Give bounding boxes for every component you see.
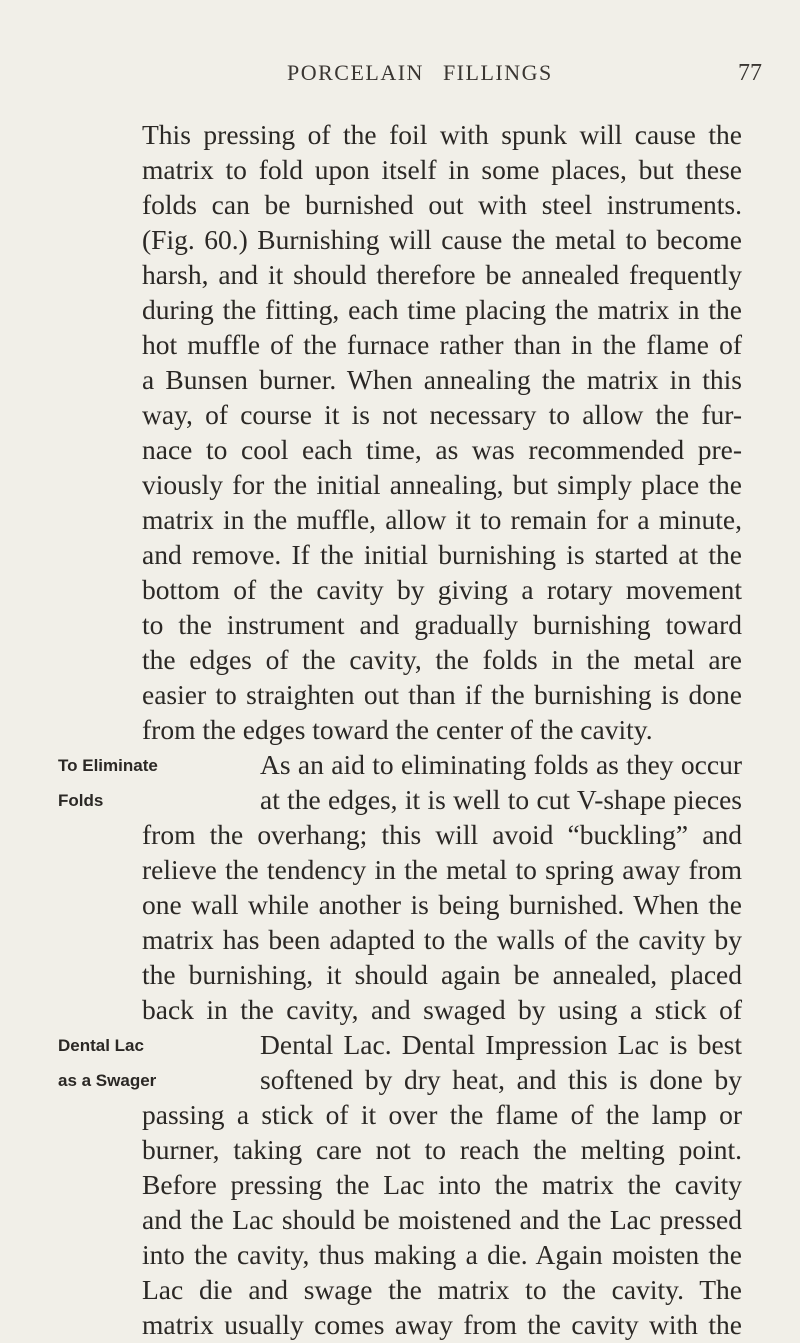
text-line: matrix in the muffle, allow it to remain for a minute, — [142, 504, 742, 535]
text-line: at the edges, it is well to cut V-shape pieces — [260, 784, 742, 815]
text-line: easier to straighten out than if the burnishing is done — [142, 679, 742, 710]
text-line: from the overhang; this will avoid “buckling” and — [142, 819, 742, 850]
text-line: and the Lac should be moistened and the Lac pressed — [142, 1204, 742, 1235]
text-line: softened by dry heat, and this is done by — [260, 1064, 742, 1095]
page-number: 77 — [738, 60, 762, 86]
text-line: (Fig. 60.) Burnishing will cause the metal to become — [142, 224, 742, 255]
text-line: way, of course it is not necessary to allow the fur- — [142, 399, 742, 430]
text-line: matrix usually comes away from the cavity with the — [142, 1309, 742, 1340]
text-line: burner, taking care not to reach the melting point. — [142, 1134, 742, 1165]
text-line: This pressing of the foil with spunk will cause the — [142, 119, 742, 150]
text-line: nace to cool each time, as was recommended pre- — [142, 434, 742, 465]
margin-note-eliminate-folds-cont: Folds — [58, 791, 104, 810]
text-line: the edges of the cavity, the folds in the metal are — [142, 644, 742, 675]
text-line: bottom of the cavity by giving a rotary movement — [142, 574, 742, 605]
text-line: Dental Lac. Dental Impression Lac is best — [260, 1029, 742, 1060]
margin-note-eliminate-folds: To Eliminate — [58, 756, 158, 775]
margin-note-dental-lac-cont: as a Swager — [58, 1071, 157, 1090]
text-line: and remove. If the initial burnishing is started at the — [142, 539, 742, 570]
running-title: PORCELAIN FILLINGS — [287, 60, 553, 85]
text-line: matrix to fold upon itself in some places, but these — [142, 154, 742, 185]
text-line: hot muffle of the furnace rather than in the flame of — [142, 329, 742, 360]
text-line: from the edges toward the center of the cavity. — [142, 714, 653, 745]
text-line: into the cavity, thus making a die. Again moisten the — [142, 1239, 742, 1270]
text-line: the burnishing, it should again be annealed, placed — [142, 959, 742, 990]
text-line: viously for the initial annealing, but simply place the — [142, 469, 742, 500]
text-line: to the instrument and gradually burnishing toward — [142, 609, 742, 640]
running-head — [0, 60, 800, 100]
text-line: a Bunsen burner. When annealing the matrix in this — [142, 364, 742, 395]
text-line: one wall while another is being burnished. When the — [142, 889, 742, 920]
text-line: harsh, and it should therefore be annealed frequently — [142, 259, 742, 290]
text-line: matrix has been adapted to the walls of the cavity by — [142, 924, 742, 955]
text-line: Before pressing the Lac into the matrix the cavity — [142, 1169, 742, 1200]
text-line: passing a stick of it over the flame of the lamp or — [142, 1099, 742, 1130]
text-line: back in the cavity, and swaged by using a stick of — [142, 994, 742, 1025]
text-line: folds can be burnished out with steel instruments. — [142, 189, 742, 220]
text-line: during the fitting, each time placing the matrix in the — [142, 294, 742, 325]
margin-note-dental-lac: Dental Lac — [58, 1036, 144, 1055]
text-line: Lac die and swage the matrix to the cavity. The — [142, 1274, 742, 1305]
text-line: As an aid to eliminating folds as they occur — [260, 749, 742, 780]
text-line: relieve the tendency in the metal to spring away from — [142, 854, 742, 885]
